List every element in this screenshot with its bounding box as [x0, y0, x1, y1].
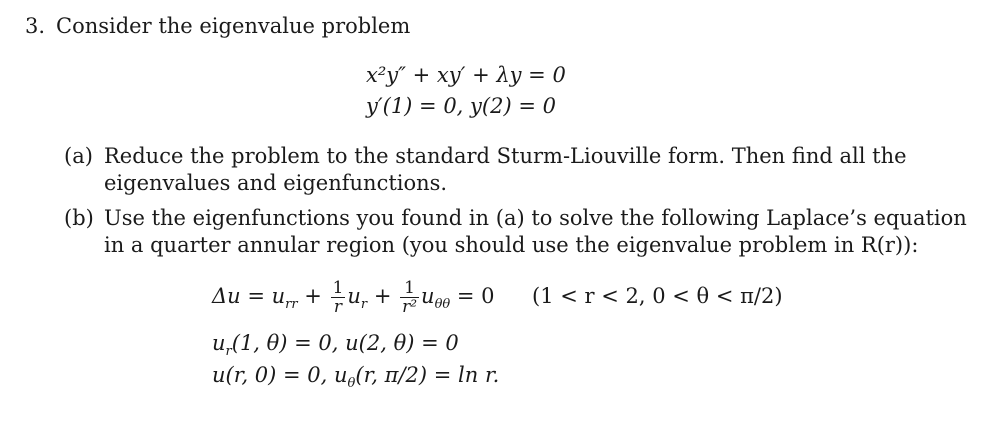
laplace-domain: (1 < r < 2, 0 < θ < π/2) [532, 284, 783, 308]
boundary-conditions-r: $u_r(1$, θ) = 0, u(2, θ) = 0 [212, 331, 459, 360]
fraction-1-over-r: $\frac{1}{r}$ [332, 278, 344, 317]
fraction-1-over-r2: $\frac{1}{\text{r²}}$ [402, 278, 418, 317]
part-b-label: (b) [64, 206, 94, 230]
laplace-rhs: = 0 [450, 284, 495, 308]
laplace-equation [212, 276, 495, 325]
sub-r: r [360, 297, 368, 313]
part-a-label: (a) [64, 144, 93, 168]
part-a-text-line2: eigenvalues and eigenfunctions. [104, 171, 448, 195]
u-r: u [347, 284, 361, 308]
plus-1: + [297, 284, 329, 308]
laplace-lhs: Δu = u [212, 284, 286, 308]
ode-equation: x²y″ + xy′ + λy = 0 [366, 63, 566, 87]
boundary-conditions-theta: u(r, 0) = 0, $u_\theta(r$, π/2) = ln r. [212, 363, 500, 392]
part-a-text-line1: Reduce the problem to the standard Sturm-Liouville form. Then find all the [104, 144, 907, 168]
part-b-text-line1: Use the eigenfunctions you found in (a) to solve the following Laplace’s equation [104, 206, 967, 230]
plus-2: + [367, 284, 399, 308]
sub-rr: rr [285, 297, 298, 313]
ode-boundary-conditions: y′(1) = 0, y(2) = 0 [366, 94, 556, 118]
sub-thetatheta: θθ [434, 297, 451, 313]
problem-number: 3. [25, 14, 46, 38]
problem-intro: Consider the eigenvalue problem [56, 14, 411, 38]
part-b-text-line2: in a quarter annular region (you should use the eigenvalue problem in R(r)): [104, 233, 919, 257]
u-thetatheta: u [421, 284, 435, 308]
